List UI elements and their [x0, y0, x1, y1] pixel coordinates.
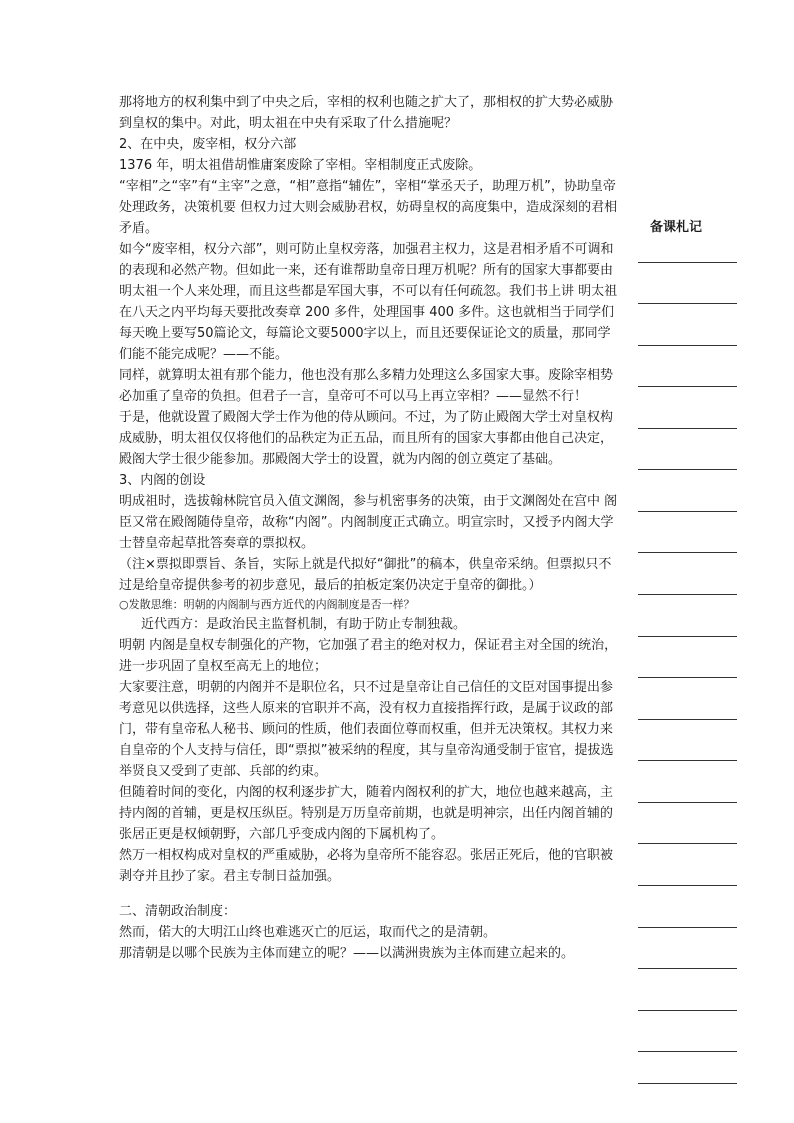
- paragraph: 如今“废宰相，权分六部”，则可防止皇权旁落，加强君主权力，这是君相矛盾不可调和的表现和必然产物。但如此一来，还有谁帮助皇帝日理万机呢？所有的国家大事都要由明太祖一个人来处理，而且这些都是军国大事，不可以有任何疏忽。我们书上讲 明太祖在八天之内平均每天要批改奏章 200 多件，处理国事 400 多件。这也就相当于同学们每天晚上要写50篇论文，每篇论文要5000字以上，而且还要保证论文的质量，那同学们能不能完成呢？——不能。: [119, 242, 618, 362]
- note-line: [638, 719, 737, 720]
- paragraph: 然而，偌大的大明江山终也难逃灭亡的厄运，取而代之的是清朝。: [119, 925, 497, 940]
- paragraph: 但随着时间的变化，内阁的权利逐步扩大，随着内阁权利的扩大，地位也越来越高，主持内阁的首辅，更是权压纵臣。特别是万历皇帝前期，也就是明神宗，出任内阁首辅的张居正更是权倾朝野，六部几乎变成内阁的下属机构了。: [119, 785, 614, 842]
- note-line: [638, 968, 737, 969]
- note-line: [638, 1083, 737, 1084]
- paragraph: 明朝 内阁是皇权专制强化的产物，它加强了君主的绝对权力，保证君主对全国的统治，进一步巩固了皇权至高无上的地位；: [119, 638, 618, 674]
- note-line: [638, 677, 737, 678]
- main-text: [119, 92, 619, 964]
- note-line: [638, 802, 737, 803]
- spacer: [119, 887, 619, 901]
- section-heading: 二、清朝政治制度：: [119, 904, 237, 919]
- paragraph: 然万一相权构成对皇权的严重威胁，必将为皇帝所不能容忍。张居正死后，他的官职被剥夺并且抄了家。君主专制日益加强。: [119, 848, 614, 884]
- note-line: [638, 927, 737, 928]
- section-heading: 2、在中央，废宰相，权分六部: [119, 137, 297, 152]
- note-line: [638, 386, 737, 387]
- paragraph: 于是，他就设置了殿阁大学士作为他的侍从顾问。不过，为了防止殿阁大学士对皇权构成威胁，明太祖仅仅将他们的品秩定为正五品，而且所有的国家大事都由他自己决定，殿阁大学士很少能参加。那殿阁大学士的设置，就为内阁的创立奠定了基础。: [119, 410, 614, 467]
- paragraph: “宰相”之“宰”有“主宰”之意，“相”意指“辅佐”，宰相“掌丞天子，助理万机”，协助皇帝处理政务，决策机要 但权力过大则会威胁君权，妨碍皇权的高度集中，造成深刻的君相矛盾。: [119, 179, 618, 236]
- section-heading: 3、内阁的创设: [119, 473, 206, 488]
- paragraph: 那将地方的权利集中到了中央之后，宰相的权利也随之扩大了，那相权的扩大势必威胁到皇权的集中。对此，明太祖在中央有采取了什么措施呢？: [119, 95, 614, 131]
- note-line: [638, 1051, 737, 1052]
- thinking-prompt: ○发散思维：明朝的内阁制与西方近代的内阁制度是否一样？: [119, 598, 415, 611]
- note-line: [638, 1010, 737, 1011]
- note-line: [638, 469, 737, 470]
- paragraph: 大家要注意，明朝的内阁并不是职位名，只不过是皇帝让自己信任的文臣对国事提出参考意见以供选择，这些人原来的官职并不高，没有权力直接指挥行政，是属于议政的部门，带有皇帝私人秘书、顾问的性质，他们表面位尊而权重，但并无决策权。其权力来自皇帝的个人支持与信任，即“票拟”被采纳的程度，其与皇帝沟通受制于宦官，提拔选举贤良又受到了吏部、兵部的约束。: [119, 680, 614, 779]
- paragraph: 近代西方：是政治民主监督机制，有助于防止专制独裁。: [141, 617, 467, 632]
- note-line: [638, 511, 737, 512]
- note-paragraph: （注×票拟即票旨、条旨，实际上就是代拟好“御批”的稿本，供皇帝采纳。但票拟只不过是给皇帝提供参考的初步意见，最后的拍板定案仍决定于皇帝的御批。）: [119, 557, 612, 593]
- notes-column-title: 备课札记: [650, 220, 703, 235]
- note-line: [638, 885, 737, 886]
- note-line: [638, 843, 737, 844]
- paragraph: 明成祖时，选拔翰林院官员入值文渊阁，参与机密事务的决策，由于文渊阁处在宫中 阁臣又常在殿阁随侍皇帝，故称“内阁”。内阁制度正式确立。明宣宗时，又授予内阁大学士替皇帝起草批答奏章的票拟权。: [119, 494, 618, 551]
- note-line: [638, 428, 737, 429]
- note-line: [638, 303, 737, 304]
- paragraph: 那清朝是以哪个民族为主体而建立的呢？——以满洲贵族为主体而建立起来的。: [119, 946, 575, 961]
- note-line: [638, 594, 737, 595]
- note-line: [638, 636, 737, 637]
- note-line: [638, 760, 737, 761]
- note-line: [638, 262, 737, 263]
- note-line: [638, 345, 737, 346]
- paragraph: 1376 年，明太祖借胡惟庸案废除了宰相。宰相制度正式废除。: [119, 158, 482, 173]
- paragraph: 同样，就算明太祖有那个能力，他也没有那么多精力处理这么多国家大事。废除宰相势必加重了皇帝的负担。但君子一言，皇帝可不可以马上再立宰相？——显然不行！: [119, 368, 614, 404]
- note-line: [638, 552, 737, 553]
